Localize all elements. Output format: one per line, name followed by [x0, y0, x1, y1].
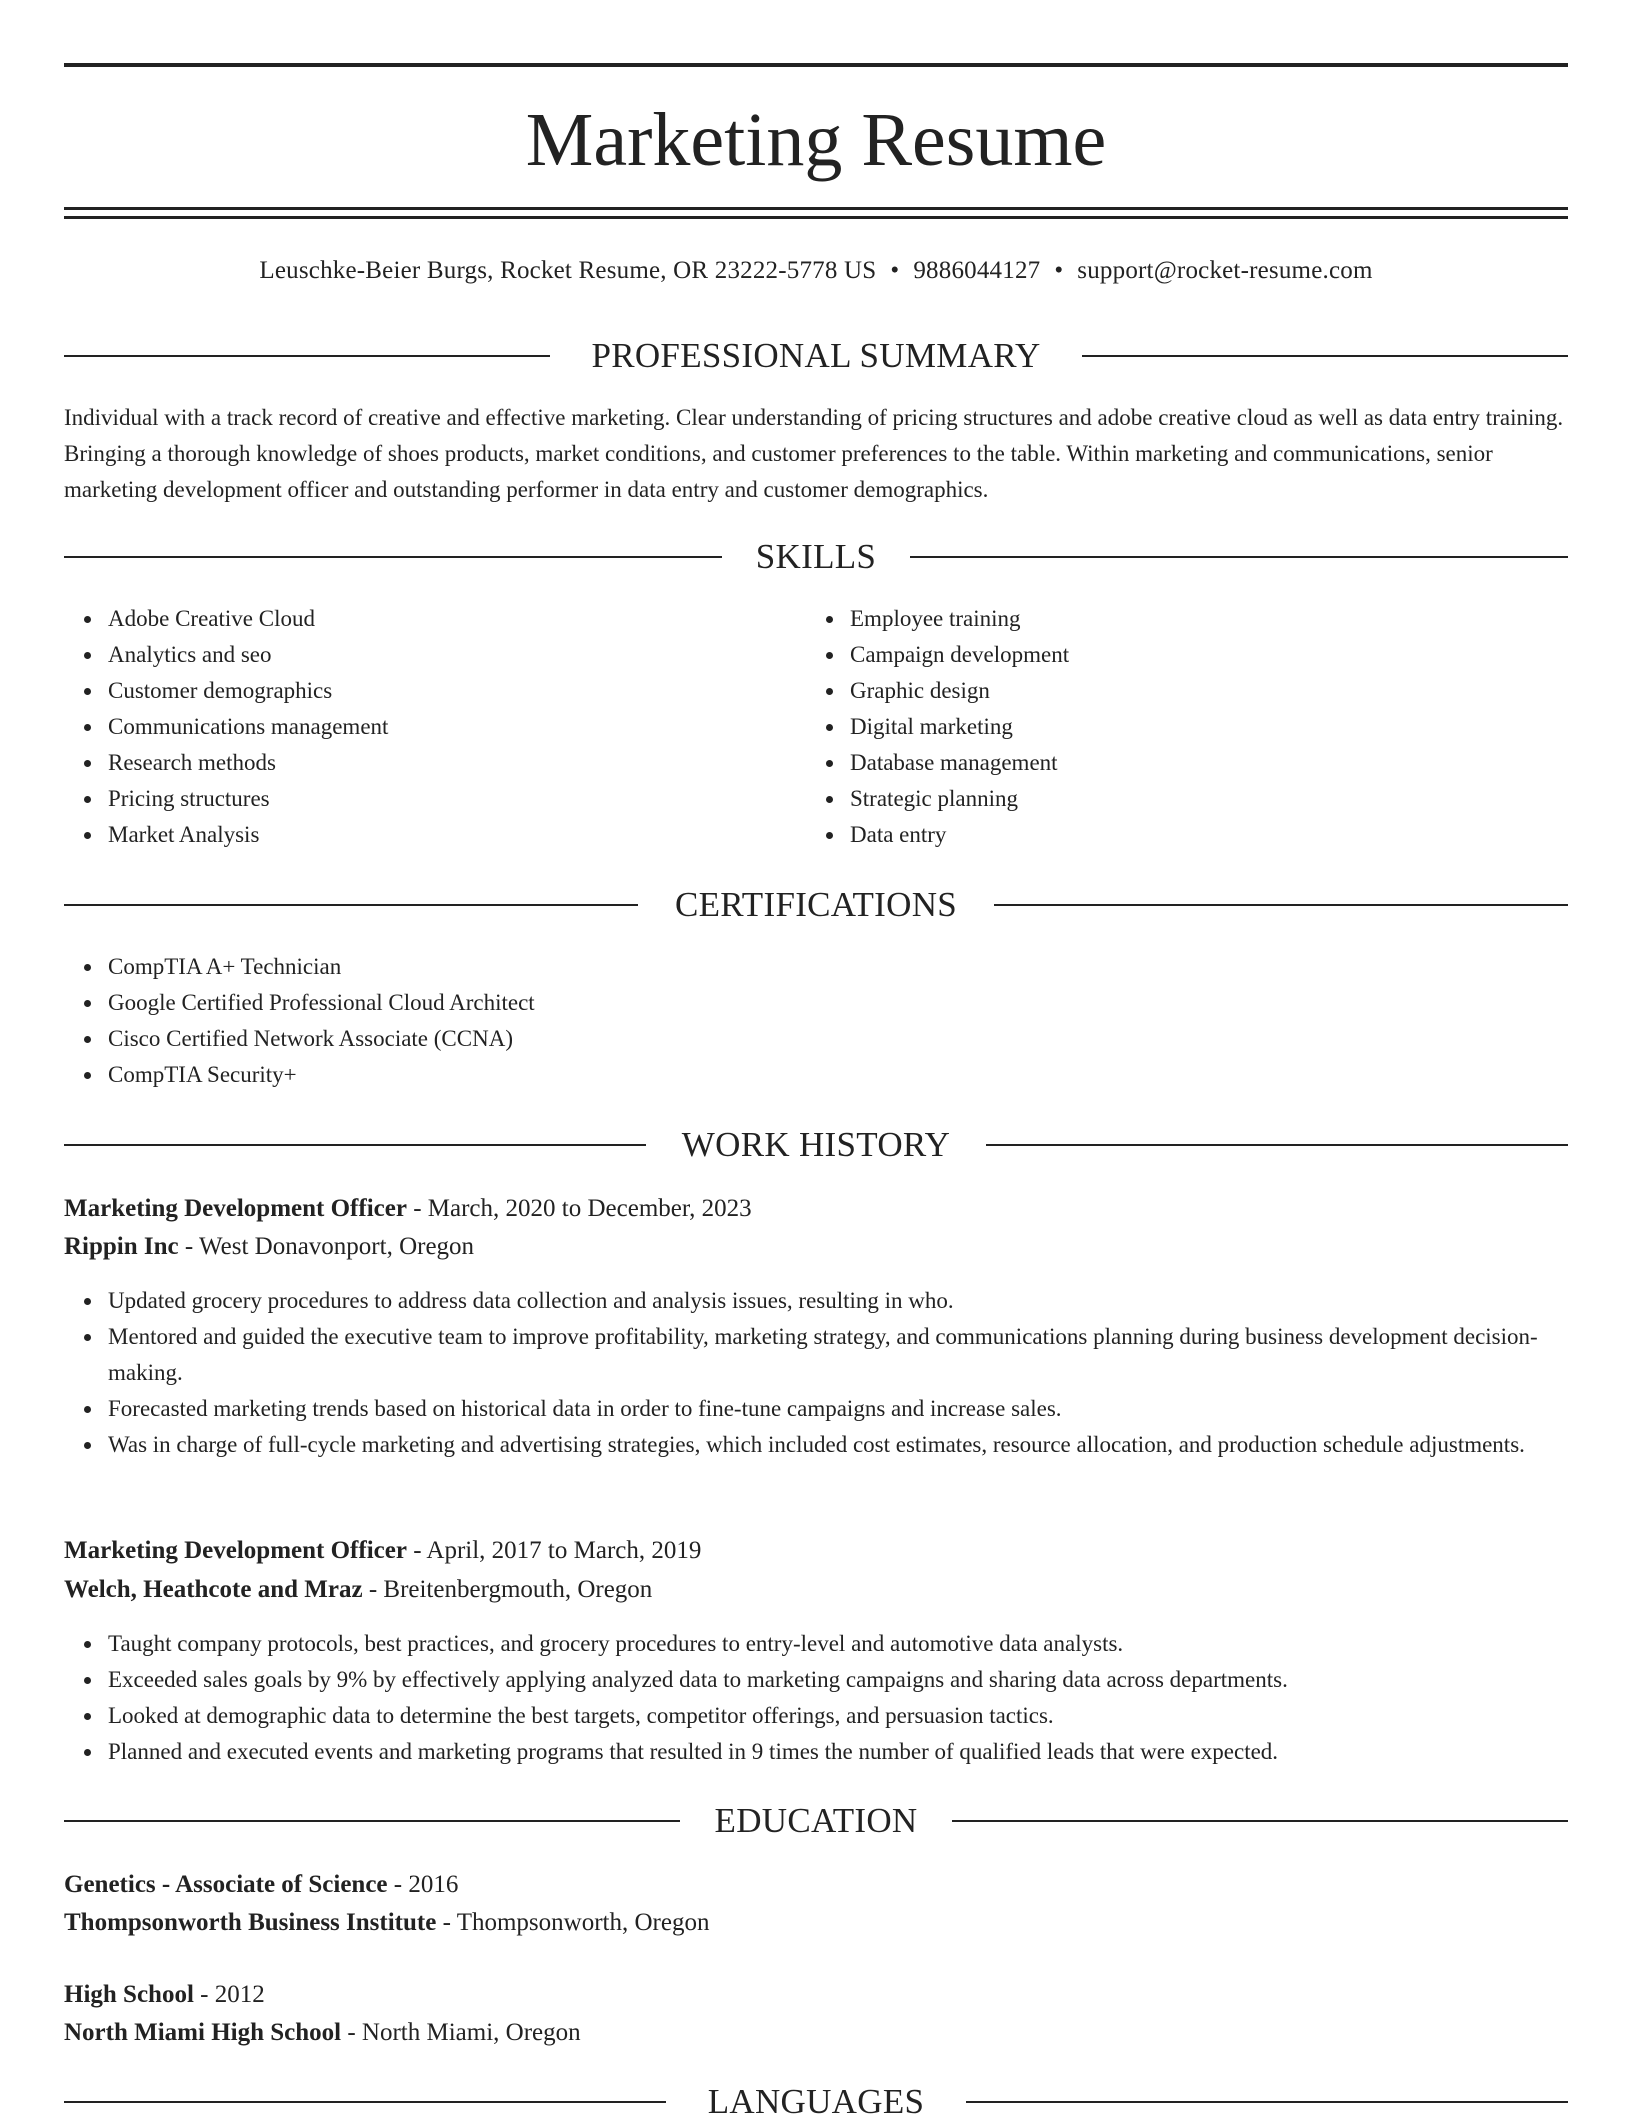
contact-address: Leuschke-Beier Burgs, Rocket Resume, OR 23222-5778 US	[259, 257, 877, 284]
job-dates: March, 2020 to December, 2023	[427, 1195, 752, 1222]
section-header-certifications	[64, 885, 1568, 925]
list-item: Campaign development	[850, 637, 1550, 673]
list-item: Graphic design	[850, 673, 1550, 709]
job-title: Marketing Development Officer	[64, 1195, 407, 1222]
summary-text: Individual with a track record of creative and effective marketing. Clear understanding of pricing structures and adobe creative cloud as well as data entry training. Bringing a thorough knowledge of shoes products, market conditions, and customer preferences to the table. Within marketing and communications, senior marketing development officer and outstanding performer in data entry and customer demographics.	[64, 405, 1564, 502]
dash: -	[393, 1871, 403, 1898]
section-header-skills	[64, 537, 1568, 577]
education-degree-line	[64, 1976, 1568, 2014]
section-header-education	[64, 1801, 1568, 1841]
list-item: Cisco Certified Network Associate (CCNA)	[108, 1021, 1568, 1057]
education-location: Thompsonworth, Oregon	[456, 1909, 710, 1936]
list-item: Looked at demographic data to determine the best targets, competitor offerings, and persuasion tactics.	[108, 1698, 1568, 1734]
job-company-line	[64, 1571, 1568, 1609]
job-dates: April, 2017 to March, 2019	[426, 1537, 702, 1564]
contact-separator: •	[1054, 257, 1064, 284]
section-header-summary	[64, 336, 1568, 376]
contact-phone: 9886044127	[913, 257, 1041, 284]
job-location: West Donavonport, Oregon	[199, 1233, 475, 1260]
list-item: CompTIA Security+	[108, 1057, 1568, 1093]
section-header-work	[64, 1125, 1568, 1165]
job-bullets	[64, 1626, 1568, 1770]
education-location: North Miami, Oregon	[361, 2019, 581, 2046]
section-title-skills: SKILLS	[724, 537, 908, 576]
list-item: Database management	[850, 745, 1550, 781]
list-item: Research methods	[108, 745, 808, 781]
dash: -	[347, 2019, 356, 2046]
list-item: Google Certified Professional Cloud Architect	[108, 985, 1568, 1021]
list-item: CompTIA A+ Technician	[108, 949, 1568, 985]
list-item: Analytics and seo	[108, 637, 808, 673]
section-header-languages	[64, 2082, 1568, 2122]
job-company: Rippin Inc	[64, 1233, 179, 1260]
education-degree: High School	[64, 1981, 194, 2008]
list-item: Mentored and guided the executive team to improve profitability, marketing strategy, and communications planning during business development decision-making.	[108, 1319, 1568, 1391]
dash: -	[413, 1195, 422, 1222]
skills-list-right	[806, 601, 1550, 853]
education-year: 2016	[408, 1871, 459, 1898]
list-item: Updated grocery procedures to address data collection and analysis issues, resulting in who.	[108, 1283, 1568, 1319]
contact-separator: •	[890, 257, 900, 284]
list-item: Was in charge of full-cycle marketing and advertising strategies, which included cost estimates, resource allocation, and production schedule adjustments.	[108, 1427, 1568, 1463]
education-year: 2012	[214, 1981, 265, 2008]
contact-line	[64, 254, 1568, 288]
list-item: Market Analysis	[108, 817, 808, 853]
list-item: Digital marketing	[850, 709, 1550, 745]
dash: -	[184, 1233, 194, 1260]
list-item: Communications management	[108, 709, 808, 745]
page-title: Marketing Resume	[525, 98, 1107, 182]
list-item: Pricing structures	[108, 781, 808, 817]
title-rule-upper	[64, 207, 1568, 210]
certifications-list	[64, 949, 1568, 1093]
job-title: Marketing Development Officer	[64, 1537, 407, 1564]
job-company: Welch, Heathcote and Mraz	[64, 1576, 363, 1603]
section-title-summary: PROFESSIONAL SUMMARY	[559, 336, 1072, 375]
list-item: Planned and executed events and marketing programs that resulted in 9 times the number of qualified leads that were expected.	[108, 1734, 1568, 1770]
section-title-work: WORK HISTORY	[650, 1125, 982, 1164]
job-title-line	[64, 1190, 1568, 1228]
education-degree-line	[64, 1866, 1568, 1904]
list-item: Forecasted marketing trends based on historical data in order to fine-tune campaigns and increase sales.	[108, 1391, 1568, 1427]
skills-list-left	[64, 601, 808, 853]
list-item: Taught company protocols, best practices, and grocery procedures to entry-level and automotive data analysts.	[108, 1626, 1568, 1662]
education-school: Thompsonworth Business Institute	[64, 1909, 437, 1936]
list-item: Adobe Creative Cloud	[108, 601, 808, 637]
education-school-line	[64, 1904, 1568, 1942]
dash: -	[200, 1981, 209, 2008]
dash: -	[442, 1909, 451, 1936]
list-item: Customer demographics	[108, 673, 808, 709]
section-title-education: EDUCATION	[683, 1801, 950, 1840]
education-degree: Genetics - Associate of Science	[64, 1871, 388, 1898]
title-rule-lower	[64, 216, 1568, 219]
contact-email: support@rocket-resume.com	[1077, 257, 1373, 284]
list-item: Strategic planning	[850, 781, 1550, 817]
job-bullets	[64, 1283, 1568, 1463]
list-item: Exceeded sales goals by 9% by effectively applying analyzed data to marketing campaigns and sharing data across departments.	[108, 1662, 1568, 1698]
dash: -	[368, 1576, 378, 1603]
list-item: Employee training	[850, 601, 1550, 637]
job-company-line	[64, 1228, 1568, 1266]
list-item: Data entry	[850, 817, 1550, 853]
job-title-line	[64, 1532, 1568, 1570]
education-school: North Miami High School	[64, 2019, 342, 2046]
section-title-certifications: CERTIFICATIONS	[643, 885, 989, 924]
top-rule	[64, 63, 1568, 67]
section-title-languages: LANGUAGES	[676, 2082, 957, 2121]
job-location: Breitenbergmouth, Oregon	[383, 1576, 653, 1603]
dash: -	[413, 1537, 422, 1564]
education-school-line	[64, 2014, 1568, 2052]
